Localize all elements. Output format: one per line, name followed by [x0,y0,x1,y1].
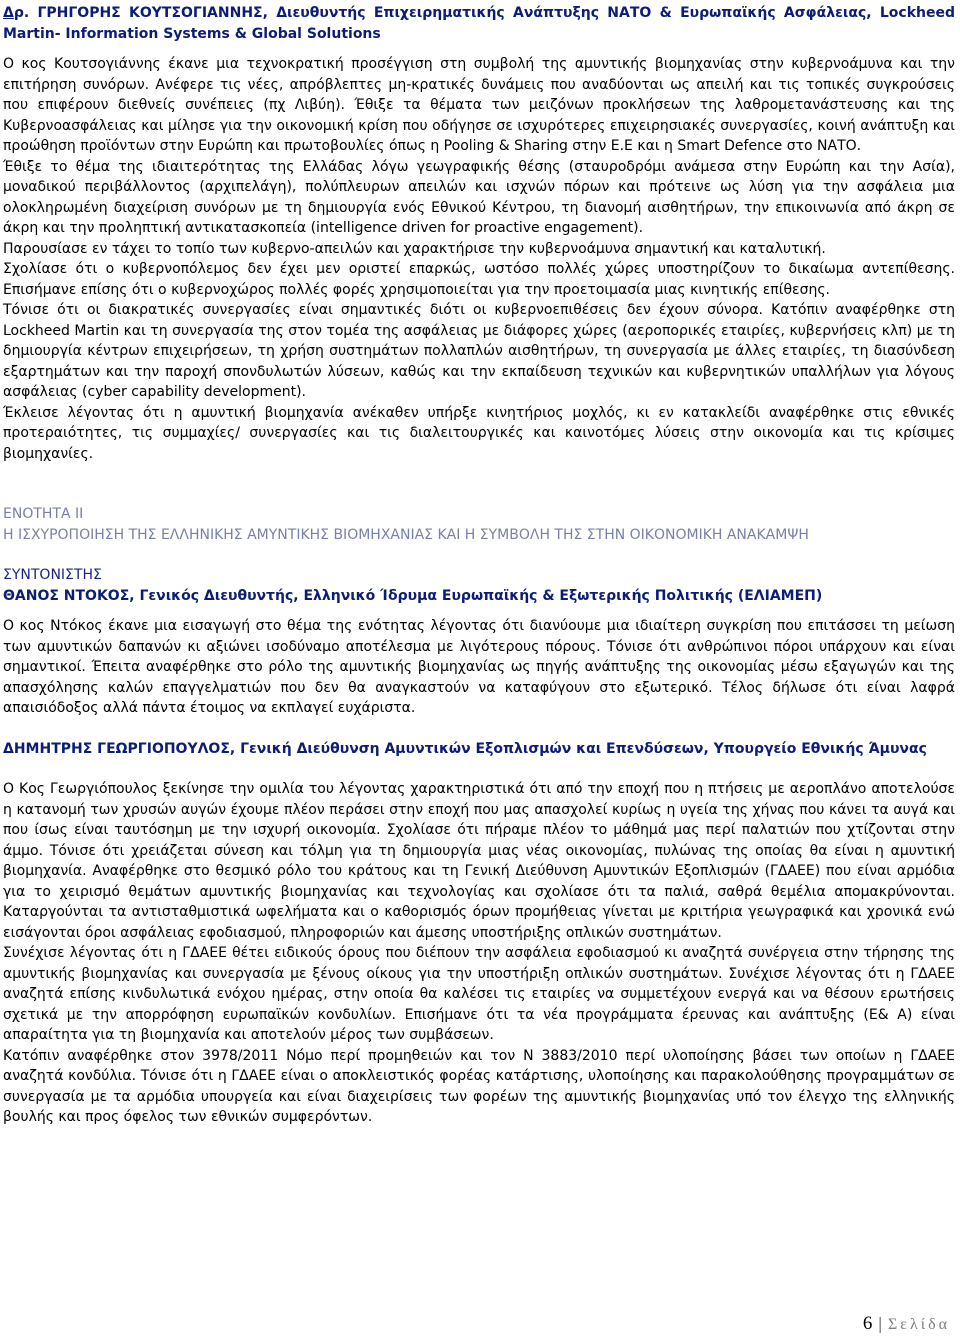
paragraph: Κατόπιν αναφέρθηκε στον 3978/2011 Νόμο περί προμηθειών και τον Ν 3883/2010 περί υλοποίησης βάσει των οποίων η ΓΔΑΕΕ αναζητά κονδύλια. Τόνισε ότι η ΓΔΑΕΕ είναι ο αποκλειστικός φορέας κατάρτισης, υλοποίησης και παρακολούθησης προγραμμάτων σε συνεργασία με τα αρμόδια υπουργεία και είναι διαχειρίσεις των φορέων της αμυντικής βιομηχανίας υπό τον έλεγχο της ελληνικής βουλής και προς όφελος των εθνικών συμφερόντων. [3,1047,955,1125]
document-page [3,3,955,1128]
paragraph: Ο κος Ντόκος έκανε μια εισαγωγή στο θέμα της ενότητας λέγοντας ότι διανύουμε μια ιδιαίτερη συγκρίση που επιτάσσει τη μείωση των αμυντικών δαπανών κι αξιώνει ισοδύναμο αποτέλεσμα με λιγότερους πόρους. Τόνισε ότι ανθρώπινοι πόροι υπάρχουν και είναι σημαντικοί. Έπειτα αναφέρθηκε στο ρόλο της αμυντικής βιομηχανίας ως πηγής ανάπτυξης της οικονομίας μέσω εξαγωγών και της απασχόλησης καλών επαγγελματιών που δεν θα αναγκαστούν να καταφύγουν στο εξωτερικό. Τέλος δήλωσε ότι είναι λαφρά απαισιόδοξος αλλά πάντα έτοιμος να εκπλαγεί ευχάριστα. [3,618,955,716]
paragraph: Παρουσίασε εν τάχει το τοπίο των κυβερνο-απειλών και χαρακτήρισε την κυβερνοάμυνα σημαντική και καταλυτική. [3,240,826,257]
page-number: 6 [862,1313,873,1334]
speaker-heading-koutsogiannis [3,3,955,44]
page-label: Σελίδα [887,1316,950,1333]
speaker-heading-georgiopoulos: ΔΗΜΗΤΡΗΣ ΓΕΩΡΓΙΟΠΟΥΛΟΣ, Γενική Διεύθυνση Αμυντικών Εξοπλισμών και Επενδύσεων, Υπουργείο Εθνικής Άμυνας [3,740,927,757]
speaker-initial: Δ [3,5,14,21]
paragraph: Σχολίασε ότι ο κυβερνοπόλεμος δεν έχει μεν οριστεί επαρκώς, ωστόσο πολλές χώρες υποστηρίζουν το δικαίωμα αντεπίθεσης. Επισήμανε επίσης ότι ο κυβερνοχώρος πολλές φορές χρησιμοποιείται για την προετοιμασία μιας κινητικής επίθεσης. [3,261,955,298]
paragraph: Συνέχισε λέγοντας ότι η ΓΔΑΕΕ θέτει ειδικούς όρους που διέπουν την ασφάλεια εφοδιασμού κι αναζητά συνέργεια στην τήρησης της αμυντικής βιομηχανίας και συνεργασία με ξένους οίκους για την υποστήριξη οπλικών συστημάτων. Συνέχισε λέγοντας ότι η ΓΔΑΕΕ αναζητά επίσης κινδυλωτικά ενόχου ημέρας, στην οποία θα καλέσει τις εταιρίες να συμμετέχουν ενεργά και να θέσουν ερωτήσεις σχετικά με την απορρόφηση ευρωπαϊκών κονδυλίων. Επισήμανε ότι τα νέα προγράμματα έρευνας και ανάπτυξης (Ε& Α) είναι απαραίτητα για τη βιομηχανία και αποτελούν μέρος των συμβάσεων. [3,945,955,1043]
paragraph: Τόνισε ότι οι διακρατικές συνεργασίες είναι σημαντικές διότι οι κυβερνοεπιθέσεις δεν έχουν σύνορα. Κατόπιν αναφέρθηκε στη Lockheed Martin και τη συνεργασία της στον τομέα της ασφάλειας με διάφορες χώρες (αεροπορικές εταιρίες, κυβερνήσεις κλπ) με τη δημιουργία κέντρων επιχειρήσεων, τη χρήση συστημάτων πολλαπλών αισθητήρων, τη συνεργασία με άλλες εταιρίες, τη διασύνδεση εξαρτημάτων και την παροχή σπονδυλωτών λύσεων, καθώς και την εκπαίδευση τεχνικών και κυβερνητικών υπαλλήλων για λόγους ασφάλειας (cyber capability development). [3,302,955,400]
paragraph: Έθιξε το θέμα της ιδιαιτερότητας της Ελλάδας λόγω γεωγραφικής θέσης (σταυροδρόμι ανάμεσα στην Ευρώπη και την Ασία), μοναδικού περιβάλλοντος (αρχιπελάγη), πολύπλευρων απειλών και ισχνών πόρων και πρότεινε ως λύση για την ασφάλεια μια ολοκληρωμένη διαχείριση συνόρων με τη δημιουργία ενός Εθνικού Κέντρου, τη διανομή αισθητήρων, την επικοινωνία από άκρη σε άκρη και την προληπτική αντικατασκοπεία (intelligence driven for proactive engagement). [3,158,955,236]
footer-separator: | [877,1314,883,1333]
page-footer [863,1314,950,1336]
speaker-name: ρ. ΓΡΗΓΟΡΗΣ ΚΟΥΤΣΟΓΙΑΝΝΗΣ, Διευθυντής Επιχειρηματικής Ανάπτυξης ΝΑΤΟ & Ευρωπαϊκής Ασφάλειας, Lockheed Martin- Information Systems & Global Solutions [3,5,955,42]
section-label: ΕΝΟΤΗΤΑ ΙΙ [3,506,84,522]
paragraph: Ο κος Κουτσογιάννης έκανε μια τεχνοκρατική προσέγγιση στη συμβολή της αμυντικής βιομηχανίας στην κυβερνοάμυνα και την επιτήρηση συνόρων. Ανέφερε τις νέες, απρόβλεπτες μη-κρατικές δυνάμεις που αναδύονται ως απειλή και τις τοπικές συγκρούσεις που επιφέρουν διεθνείς συνέπειες (πχ Λιβύη). Έθιξε τα θέματα των μειζόνων προκλήσεων της λαθρομετανάστευσης και της Κυβερνοασφάλειας και μίλησε για την οικονομική κρίση που οδήγησε σε ισχυρότερες επιχειρησιακές συνεργασίες, κοινή ανάπτυξη και προώθηση προϊόντων στην Ευρώπη και πρωτοβουλίες όπως η Pooling & Sharing στην Ε.Ε και η Smart Defence στο ΝΑΤΟ. [3,56,955,154]
coordinator-label: ΣΥΝΤΟΝΙΣΤΗΣ [3,567,102,583]
paragraph: Ο Κος Γεωργιόπουλος ξεκίνησε την ομιλία του λέγοντας χαρακτηριστικά ότι από την εποχή που η πτήσεις με αεροπλάνο αποτελούσε η κατανομή των χρυσών αυγών έχουμε πλέον περάσει στην εποχή που μας απασχολεί κυρίως η υγεία της χήνας που κάνει τα αυγά και που ίσως είναι ταυτόσημη με την ισχυρή οικονομία. Σχολίασε ότι πήραμε πλέον το μάθημά μας περί παλατιών που χτίζονται στην άμμο. Τόνισε ότι χρειάζεται σύνεση και τόλμη για τη δημιουργία μιας νέας οικονομίας, πυλώνας της οποίας θα είναι η αμυντική βιομηχανία. Αναφέρθηκε στο θεσμικό ρόλο του κράτους και τη Γενική Διεύθυνση Αμυντικών Εξοπλισμών (ΓΔΑΕΕ) που είναι αρμόδια για το χειρισμό θεμάτων αμυντικής βιομηχανίας και τεχνολογίας και σχολίασε ότι τα παλιά, σαθρά θεμέλια απομακρύνονται. Καταργούνται τα αντισταθμιστικά ωφελήματα και ο καθορισμός όρων προμήθειας γίνεται με κριτήρια γεωγραφικά και χρονικά ενώ εισάγονται όροι ασφάλειας εφοδιασμού, πληροφοριών και άμεσης υποστήριξης οπλικών συστημάτων. [3,781,955,941]
paragraph: Έκλεισε λέγοντας ότι η αμυντική βιομηχανία ανέκαθεν υπήρξε κινητήριος μοχλός, κι εν κατακλείδι αναφέρθηκε στις εθνικές προτεραιότητες, τις συμμαχίες/ συνεργασίες και τις διαλειτουργικές και καινοτόμες λύσεις στην οικονομία και τις κρίσιμες βιομηχανίες. [3,404,955,462]
section-title: Η ΙΣΧΥΡΟΠΟΙΗΣΗ ΤΗΣ ΕΛΛΗΝΙΚΗΣ ΑΜΥΝΤΙΚΗΣ ΒΙΟΜΗΧΑΝΙΑΣ ΚΑΙ Η ΣΥΜΒΟΛΗ ΤΗΣ ΣΤΗΝ ΟΙΚΟΝΟΜΙΚΗ ΑΝΑΚΑΜΨΗ [3,526,809,543]
coordinator-name: ΘΑΝΟΣ ΝΤΟΚΟΣ, Γενικός Διευθυντής, Ελληνικό Ίδρυμα Ευρωπαϊκής & Εξωτερικής Πολιτικής (ΕΛΙΑΜΕΠ) [3,587,823,604]
